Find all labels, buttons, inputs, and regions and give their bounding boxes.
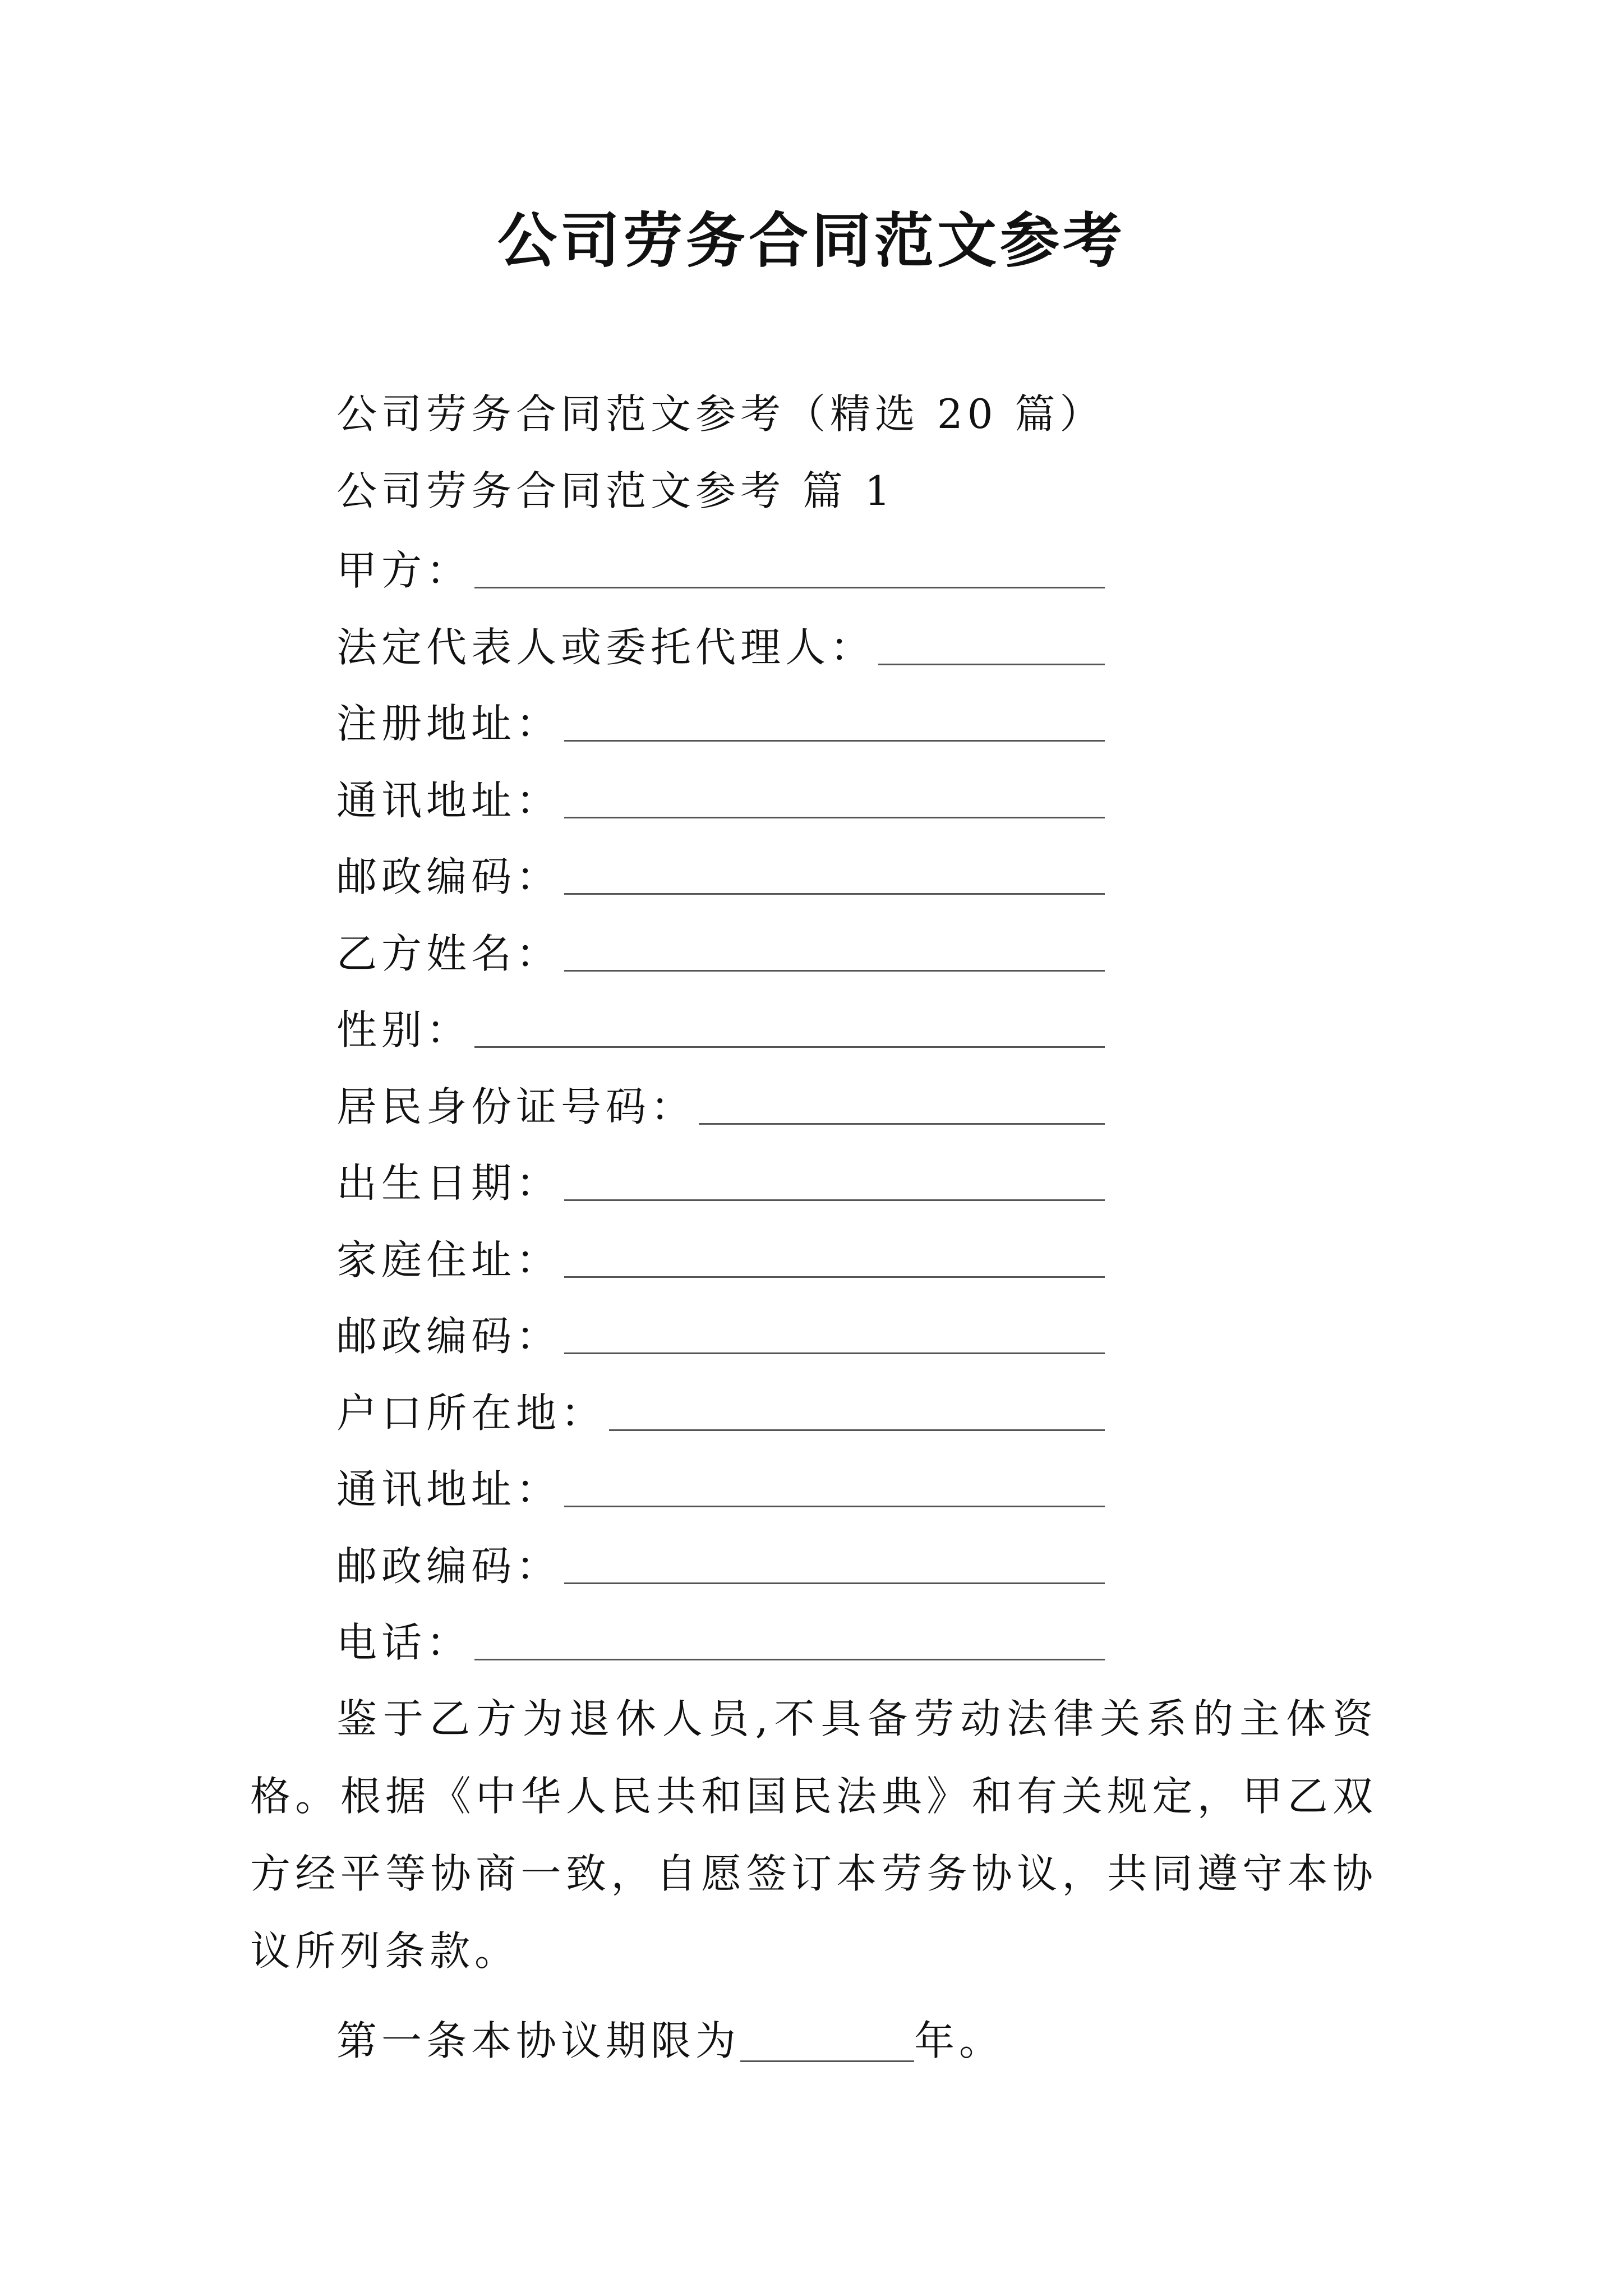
preamble-paragraph: 鉴于乙方为退休人员,不具备劳动法律关系的主体资格。根据《中华人民共和国民法典》和有关规定，甲乙双方经平等协商一致，自愿签订本劳务协议，共同遵守本协议所列条款。 xyxy=(250,1695,1377,1975)
field-label: 甲方： xyxy=(336,547,472,594)
document-subtitle: 公司劳务合同范文参考（精选 20 篇） xyxy=(336,390,1105,438)
field-household-registration xyxy=(336,1383,1105,1437)
field-label: 户口所在地： xyxy=(336,1389,606,1437)
field-label: 电话： xyxy=(336,1619,472,1666)
field-label: 注册地址： xyxy=(336,700,561,747)
field-legal-representative xyxy=(336,617,1105,671)
fill-in-line xyxy=(564,1276,1105,1278)
field-label: 出生日期： xyxy=(336,1159,561,1207)
field-mailing-address-b xyxy=(336,1459,1105,1513)
fill-in-line xyxy=(564,893,1105,895)
field-label: 邮政编码： xyxy=(336,1313,561,1360)
field-label: 性别： xyxy=(336,1006,472,1053)
clause-text-after: 年。 xyxy=(914,2017,1004,2064)
document-title: 公司劳务合同范文参考 xyxy=(497,206,1126,275)
field-postal-code-home xyxy=(336,1306,1105,1360)
field-registered-address xyxy=(336,693,1105,747)
field-label: 邮政编码： xyxy=(336,1543,561,1590)
fill-in-line xyxy=(474,1046,1105,1048)
field-label: 邮政编码： xyxy=(336,853,561,900)
field-phone xyxy=(336,1612,1105,1666)
field-party-a xyxy=(336,540,1105,594)
fill-in-line xyxy=(564,740,1105,742)
fill-in-line xyxy=(878,664,1105,665)
clause-text-before: 第一条本协议期限为 xyxy=(336,2017,741,2064)
field-mailing-address-a xyxy=(336,770,1105,824)
field-label: 居民身份证号码： xyxy=(336,1083,696,1130)
fill-in-line xyxy=(564,817,1105,818)
clause-one xyxy=(336,2014,1004,2068)
fill-in-line xyxy=(564,970,1105,972)
fill-in-line xyxy=(740,2060,914,2062)
fill-in-line xyxy=(609,1429,1105,1431)
section-heading: 公司劳务合同范文参考 篇 1 xyxy=(336,467,895,514)
field-postal-code-b xyxy=(336,1536,1105,1590)
fill-in-line xyxy=(699,1123,1105,1125)
field-label: 家庭住址： xyxy=(336,1236,561,1283)
field-birth-date xyxy=(336,1153,1105,1207)
field-party-b-name xyxy=(336,923,1105,977)
fill-in-line xyxy=(564,1582,1105,1584)
fill-in-line xyxy=(474,587,1105,588)
field-gender xyxy=(336,1000,1105,1053)
field-postal-code-a xyxy=(336,846,1105,900)
field-id-number xyxy=(336,1076,1105,1130)
fill-in-line xyxy=(564,1199,1105,1201)
field-label: 通讯地址： xyxy=(336,1466,561,1513)
field-label: 通讯地址： xyxy=(336,777,561,824)
field-label: 法定代表人或委托代理人： xyxy=(336,624,875,671)
fill-in-line xyxy=(564,1352,1105,1354)
fill-in-line xyxy=(564,1506,1105,1507)
field-label: 乙方姓名： xyxy=(336,930,561,977)
fill-in-line xyxy=(474,1659,1105,1660)
field-home-address xyxy=(336,1230,1105,1283)
